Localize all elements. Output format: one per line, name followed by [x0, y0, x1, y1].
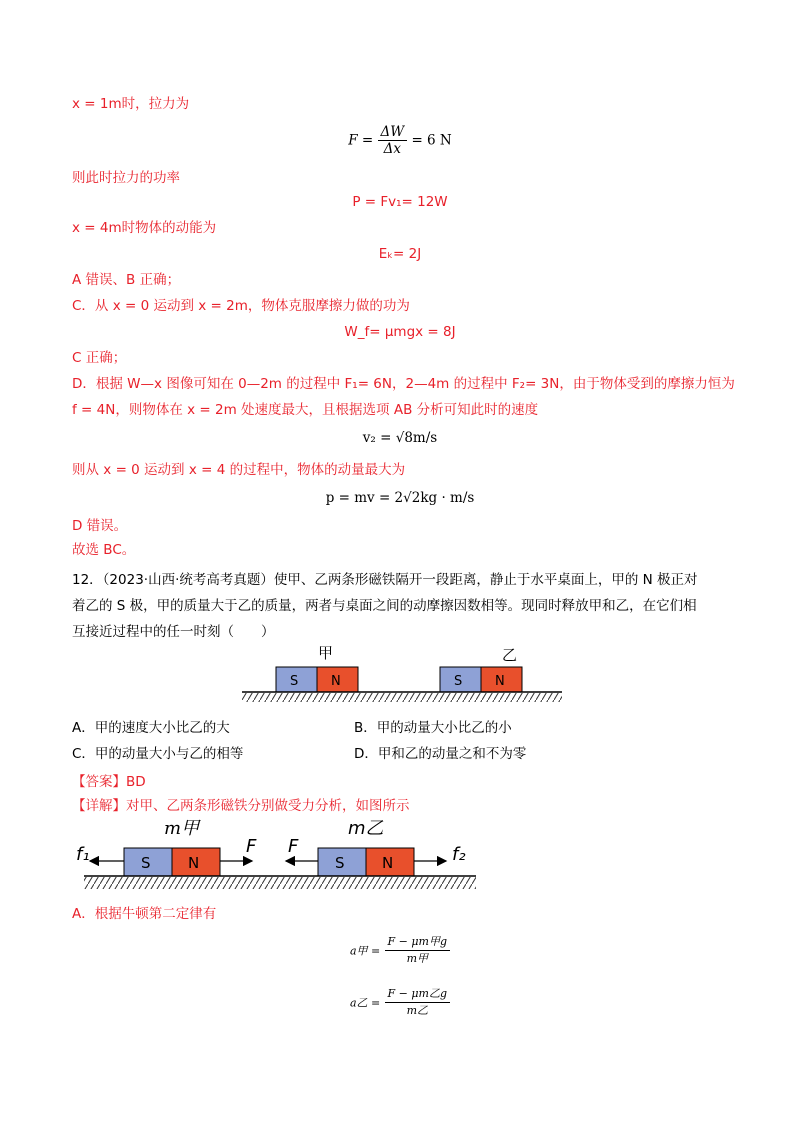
label-m-yi: m乙 — [348, 818, 384, 839]
option-a: A．甲的速度大小比乙的大 — [72, 720, 230, 736]
equation-velocity: v₂ = √8m/s — [362, 430, 438, 446]
text-line: A 错误、B 正确； — [72, 272, 181, 288]
equation-a-yi: a乙 = $\frac{\text{F − μm乙g}}{\text{m乙}}$ — [0, 986, 800, 1019]
question-text: 12．（2023·山西·统考高考真题）使甲、乙两条形磁铁隔开一段距离，静止于水平桌面上，甲的 N 极正对 — [72, 572, 698, 588]
label-f-right: F — [246, 836, 257, 857]
question-text: 互接近过程中的任一时刻（ ） — [72, 624, 275, 640]
question-text: 着乙的 S 极，甲的质量大于乙的质量，两者与桌面之间的动摩擦因数相等。现同时释放甲和乙，在它们相 — [72, 598, 697, 614]
svg-text:N: N — [188, 854, 200, 872]
equation-work: W_f= μmgx = 8J — [344, 324, 456, 340]
text-line: 则从 x = 0 运动到 x = 4 的过程中，物体的动量最大为 — [72, 462, 406, 478]
equation-a-jia: a甲 = $\frac{\text{F − μm甲g}}{\text{m甲}}$ — [0, 934, 800, 967]
label-jia: 甲 — [318, 644, 334, 662]
equation-kinetic: Eₖ= 2J — [378, 246, 422, 262]
svg-text:S: S — [141, 854, 151, 872]
equation-momentum: p = mv = 2√2kg · m/s — [325, 490, 475, 506]
answer-label: 【答案】BD — [72, 774, 146, 790]
text-line: f = 4N，则物体在 x = 2m 处速度最大，且根据选项 AB 分析可知此时的速度 — [72, 402, 539, 418]
text-line: 则此时拉力的功率 — [72, 170, 180, 186]
label-f2: f₂ — [452, 844, 466, 865]
svg-text:S: S — [454, 674, 463, 689]
text-line: x = 4m时物体的动能为 — [72, 220, 217, 236]
option-c: C．甲的动量大小与乙的相等 — [72, 746, 244, 762]
option-b: B．甲的动量大小比乙的小 — [354, 720, 512, 736]
equation-force: F = $\frac{\Delta W}{\Delta x}$ = 6 N — [348, 124, 452, 157]
label-yi: 乙 — [502, 646, 518, 664]
svg-text:N: N — [331, 674, 341, 689]
answer-detail: 【详解】对甲、乙两条形磁铁分别做受力分析，如图所示 — [72, 798, 410, 814]
label-m-jia: m甲 — [164, 818, 200, 839]
svg-text:S: S — [335, 854, 345, 872]
label-f-left: F — [288, 836, 299, 857]
equation-power: P = Fv₁= 12W — [352, 194, 448, 210]
text-line: C．从 x = 0 运动到 x = 2m，物体克服摩擦力做的功为 — [72, 298, 410, 314]
part-a-text: A．根据牛顿第二定律有 — [72, 906, 217, 922]
svg-text:N: N — [495, 674, 505, 689]
force-diagram — [76, 814, 486, 896]
magnets-figure — [236, 640, 566, 710]
text-line: D 错误。 — [72, 518, 128, 534]
label-f1: f₁ — [76, 844, 90, 865]
text-line: x = 1m时，拉力为 — [72, 96, 190, 112]
svg-text:N: N — [382, 854, 394, 872]
text-line: D．根据 W—x 图像可知在 0—2m 的过程中 F₁= 6N，2—4m 的过程中 F₂= 3N，由于物体受到的摩擦力恒为 — [72, 376, 735, 392]
table-hatch — [242, 693, 562, 702]
fig-table-hatch — [84, 877, 476, 889]
option-d: D．甲和乙的动量之和不为零 — [354, 746, 527, 762]
text-line: C 正确； — [72, 350, 127, 366]
text-line: 故选 BC。 — [72, 542, 136, 558]
svg-text:S: S — [290, 674, 299, 689]
